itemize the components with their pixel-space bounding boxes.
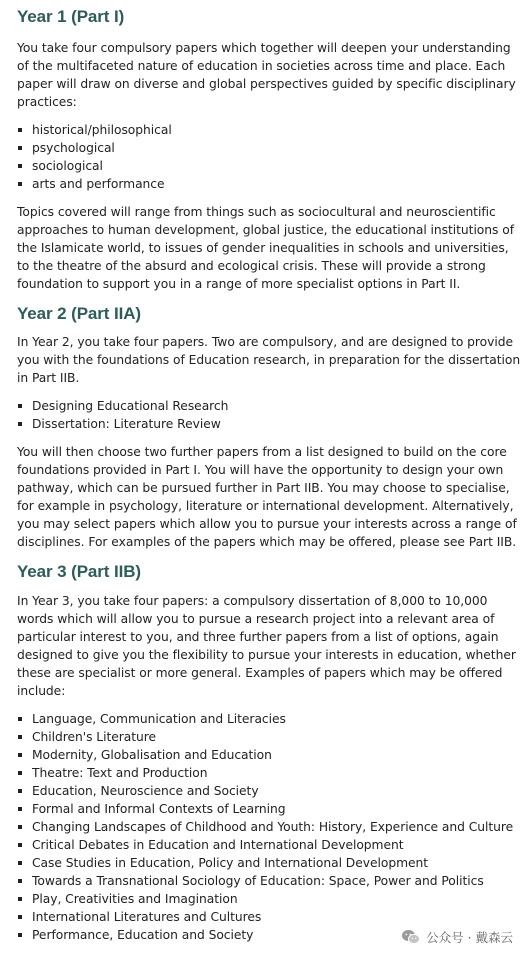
year-3-intro: In Year 3, you take four papers: a compulsory dissertation of 8,000 to 10,000 words which will allow you to pursue a research project into a relevant area of particular interest to you, and three further papers from a list of options, again designed to give you the flexibility to pursue your interests in education, whether these are specialist or more general. Examples of papers which may be offered include: (17, 594, 516, 698)
list-item: Formal and Informal Contexts of Learning (17, 800, 523, 818)
year-1-intro: You take four compulsory papers which together will deepen your understanding of the multifaceted nature of education in societies across time and place. Each paper will draw on diverse and global perspectives guided by specific disciplinary practices: (17, 41, 516, 109)
list-item: Designing Educational Research (17, 397, 523, 415)
section-heading-year-1: Year 1 (Part I) (17, 7, 125, 26)
list-item: Case Studies in Education, Policy and International Development (17, 854, 523, 872)
list-item: Play, Creativities and Imagination (17, 890, 523, 908)
section-heading-year-2: Year 2 (Part IIA) (17, 304, 141, 323)
list-item: Education, Neuroscience and Society (17, 782, 523, 800)
wechat-icon (401, 929, 421, 945)
list-item: Theatre: Text and Production (17, 764, 523, 782)
list-item: Changing Landscapes of Childhood and Youth: History, Experience and Culture (17, 818, 523, 836)
list-item: psychological (17, 139, 523, 157)
year-1-paper-list (17, 121, 523, 193)
list-item: historical/philosophical (17, 121, 523, 139)
list-item: International Literatures and Cultures (17, 908, 523, 926)
list-item: Critical Debates in Education and International Development (17, 836, 523, 854)
list-item: Modernity, Globalisation and Education (17, 746, 523, 764)
page-content (17, 0, 523, 944)
year-3-paper-list (17, 710, 523, 944)
list-item: Dissertation: Literature Review (17, 415, 523, 433)
section-heading-year-3: Year 3 (Part IIB) (17, 562, 141, 581)
list-item: Performance, Education and Society (17, 926, 523, 944)
list-item: Towards a Transnational Sociology of Education: Space, Power and Politics (17, 872, 523, 890)
list-item: Language, Communication and Literacies (17, 710, 523, 728)
watermark (401, 926, 513, 948)
watermark-text: 公众号 · 戴森云 (426, 930, 513, 945)
year-1-topics: Topics covered will range from things such as sociocultural and neuroscientific approaches to human development, global justice, the educational institutions of the Islamicate world, to issues of gender inequalities in schools and universities, to the theatre of the absurd and ecological crisis. These will provide a strong foundation to support you in a range of more specialist options in Part II. (17, 205, 514, 291)
year-2-paper-list (17, 397, 523, 433)
list-item: Children's Literature (17, 728, 523, 746)
list-item: arts and performance (17, 175, 523, 193)
year-2-options: You will then choose two further papers from a list designed to build on the core foundations provided in Part I. You will have the opportunity to design your own pathway, which can be pursued further in Part IIB. You may choose to specialise, for example in psychology, literature or international development. Alternatively, you may select papers which allow you to pursue your interests across a range of disciplines. For examples of the papers which may be offered, please see Part IIB. (17, 445, 517, 549)
list-item: sociological (17, 157, 523, 175)
year-2-intro: In Year 2, you take four papers. Two are compulsory, and are designed to provide you with the foundations of Education research, in preparation for the dissertation in Part IIB. (17, 335, 521, 385)
